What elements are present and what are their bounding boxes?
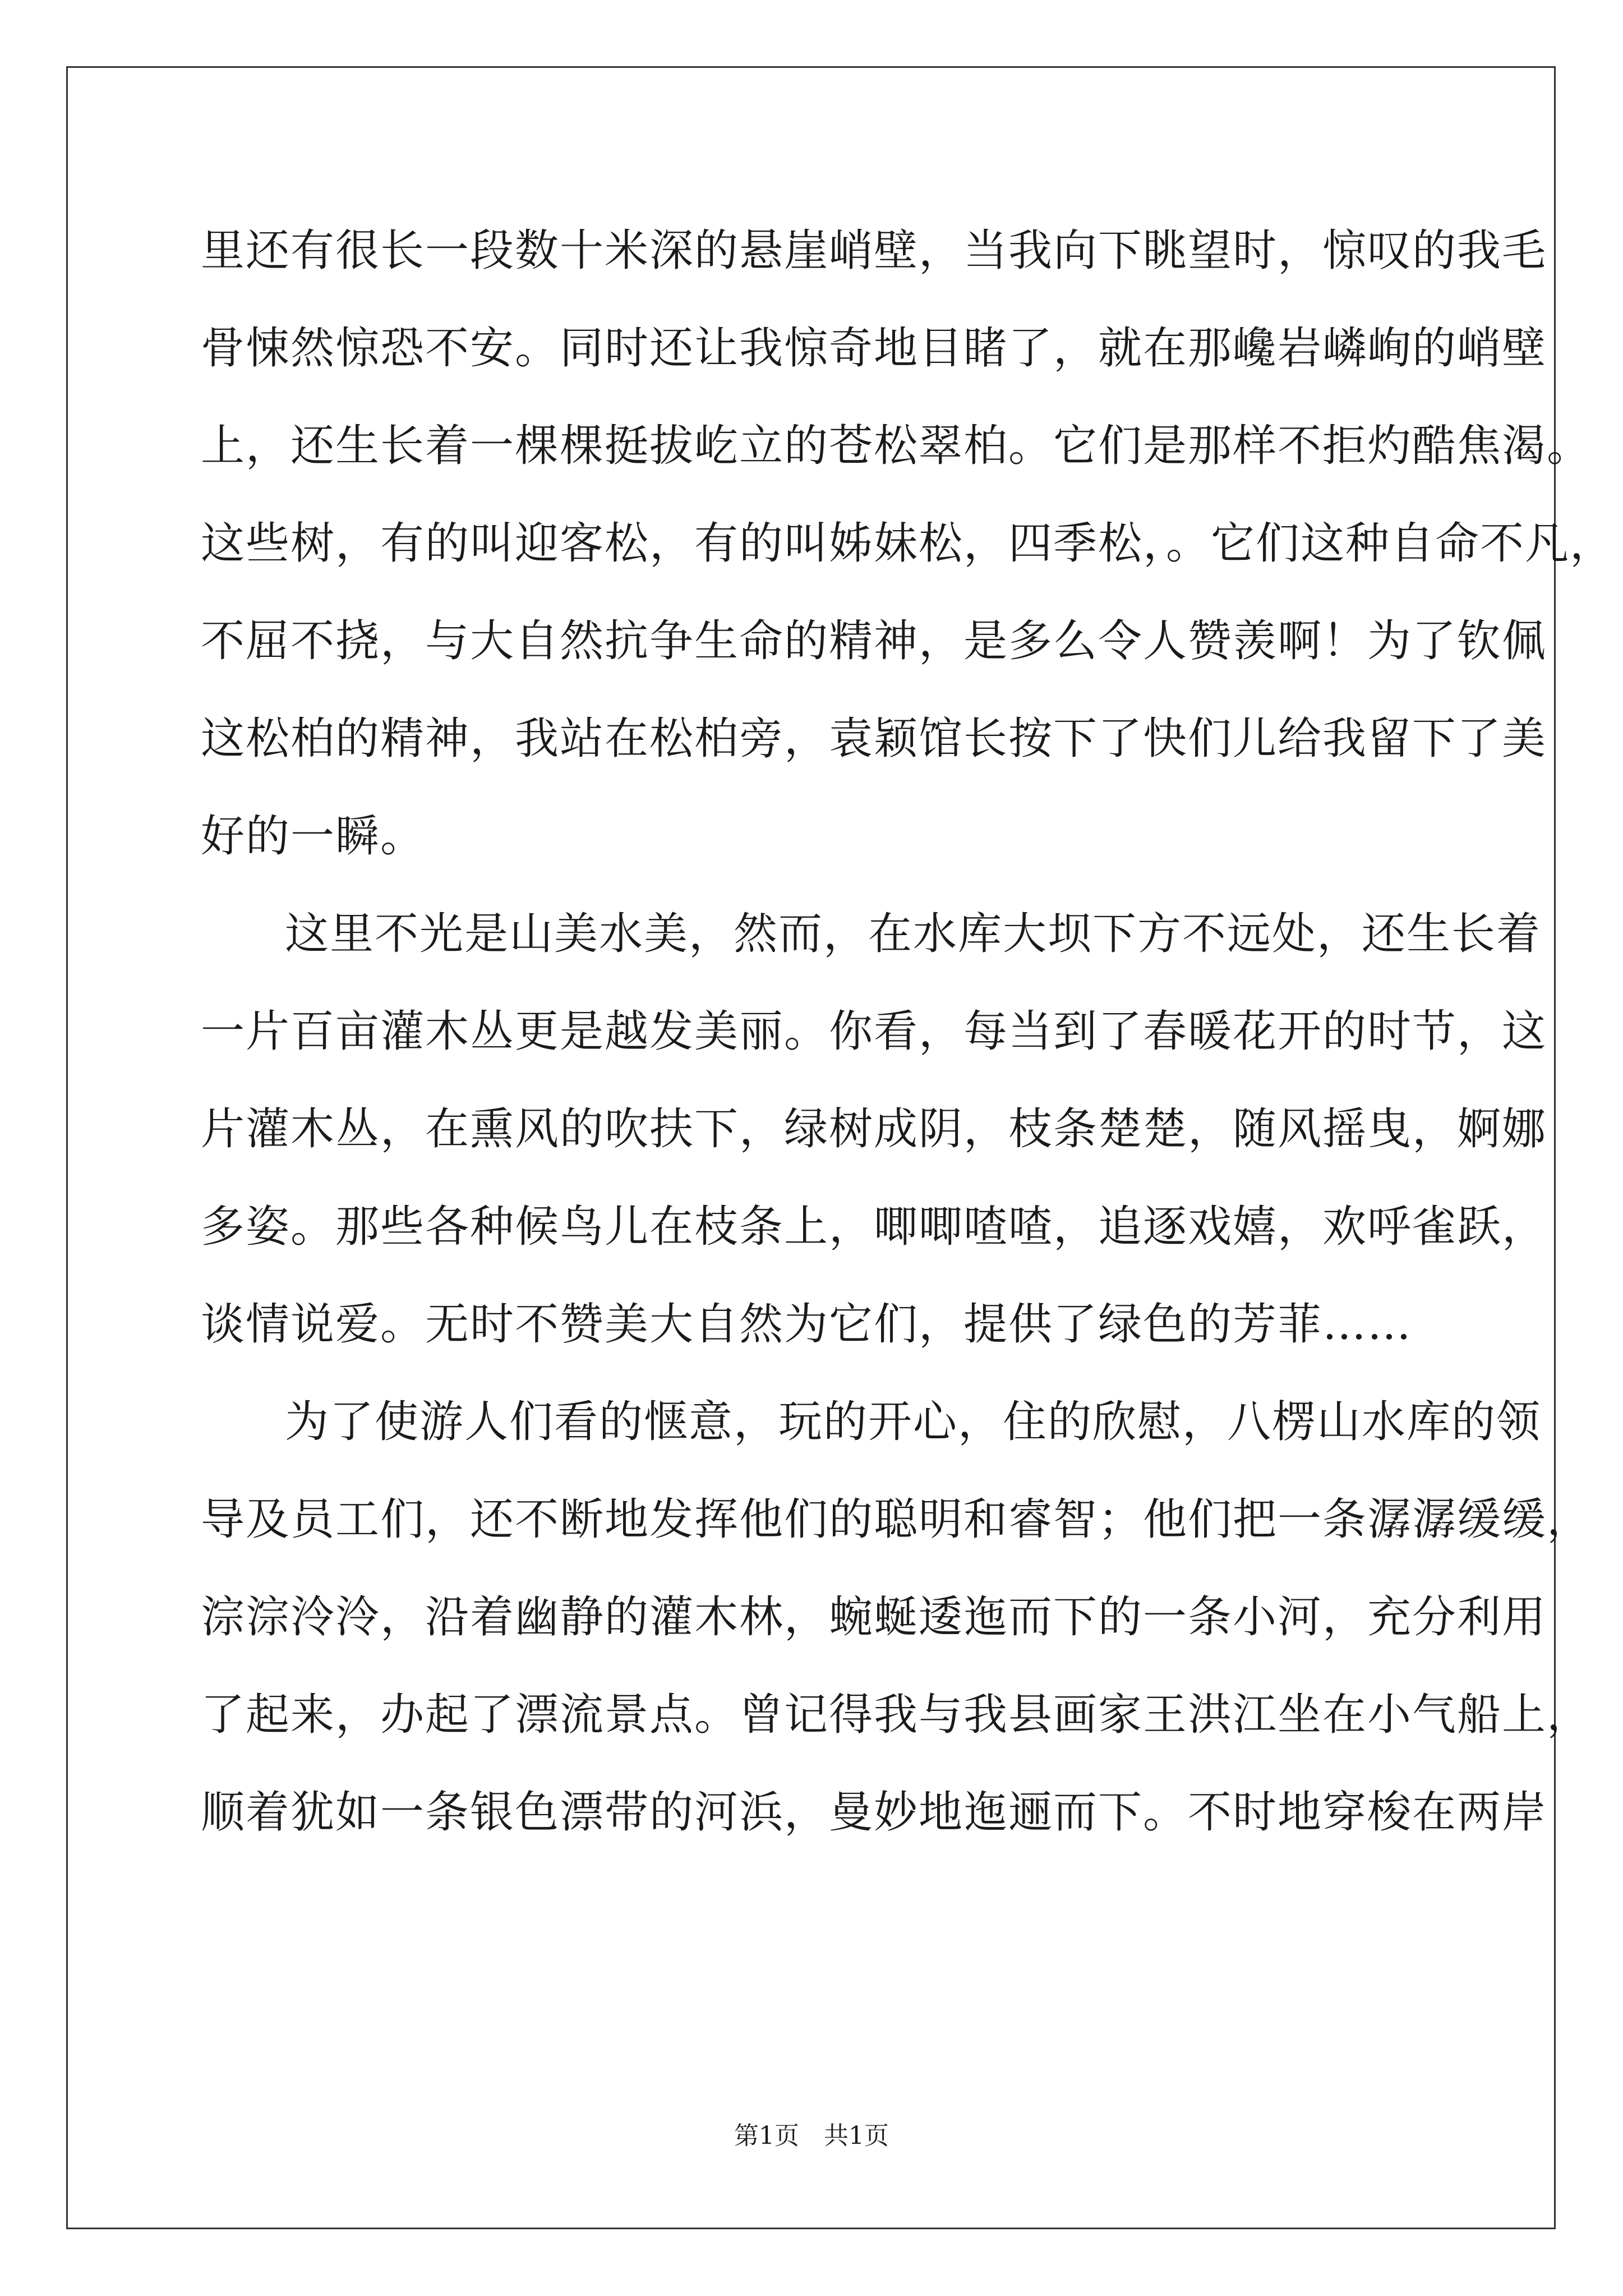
document-body <box>201 218 1615 1877</box>
text-line: 片灌木丛，在熏风的吹扶下，绿树成阴，枝条楚楚，随风摇曳，婀娜 <box>201 1104 1547 1154</box>
text-line: 里还有很长一段数十米深的悬崖峭壁，当我向下眺望时，惊叹的我毛 <box>201 226 1547 276</box>
text-line: 顺着犹如一条银色漂带的河浜，曼妙地迤逦而下。不时地穿梭在两岸 <box>201 1787 1547 1838</box>
text-line: 不屈不挠，与大自然抗争生命的精神，是多么令人赞羡啊！为了钦佩 <box>201 616 1547 666</box>
text-line: 一片百亩灌木丛更是越发美丽。你看，每当到了春暖花开的时节，这 <box>201 1006 1547 1057</box>
page-footer: 第1页 共1页 <box>734 2122 889 2150</box>
text-line: 导及员工们，还不断地发挥他们的聪明和睿智；他们把一条潺潺缓缓， <box>201 1494 1592 1545</box>
text-line: 骨悚然惊恐不安。同时还让我惊奇地目睹了，就在那巉岩嶙峋的峭壁 <box>201 323 1547 374</box>
paragraph-start-line: 这里不光是山美水美，然而，在水库大坝下方不远处，还生长着 <box>285 909 1542 959</box>
text-line: 了起来，办起了漂流景点。曾记得我与我县画家王洪江坐在小气船上， <box>201 1690 1592 1740</box>
text-line: 这松柏的精神，我站在松柏旁，袁颖馆长按下了快们儿给我留下了美 <box>201 714 1547 764</box>
text-line: 淙淙泠泠，沿着幽静的灌木林，蜿蜒逶迤而下的一条小河，充分利用 <box>201 1592 1547 1642</box>
text-line: 这些树，有的叫迎客松，有的叫姊妹松，四季松，。它们这种自命不凡， <box>201 518 1615 569</box>
text-line: 多姿。那些各种候鸟儿在枝条上，唧唧喳喳，追逐戏嬉，欢呼雀跃， <box>201 1202 1547 1252</box>
text-line: 谈情说爱。无时不赞美大自然为它们，提供了绿色的芳菲…… <box>201 1299 1413 1350</box>
text-line: 上，还生长着一棵棵挺拔屹立的苍松翠柏。它们是那样不拒灼酷焦渴。 <box>201 421 1592 471</box>
text-line: 好的一瞬。 <box>201 811 426 862</box>
paragraph-start-line: 为了使游人们看的惬意，玩的开心，住的欣慰，八楞山水库的领 <box>285 1397 1542 1447</box>
